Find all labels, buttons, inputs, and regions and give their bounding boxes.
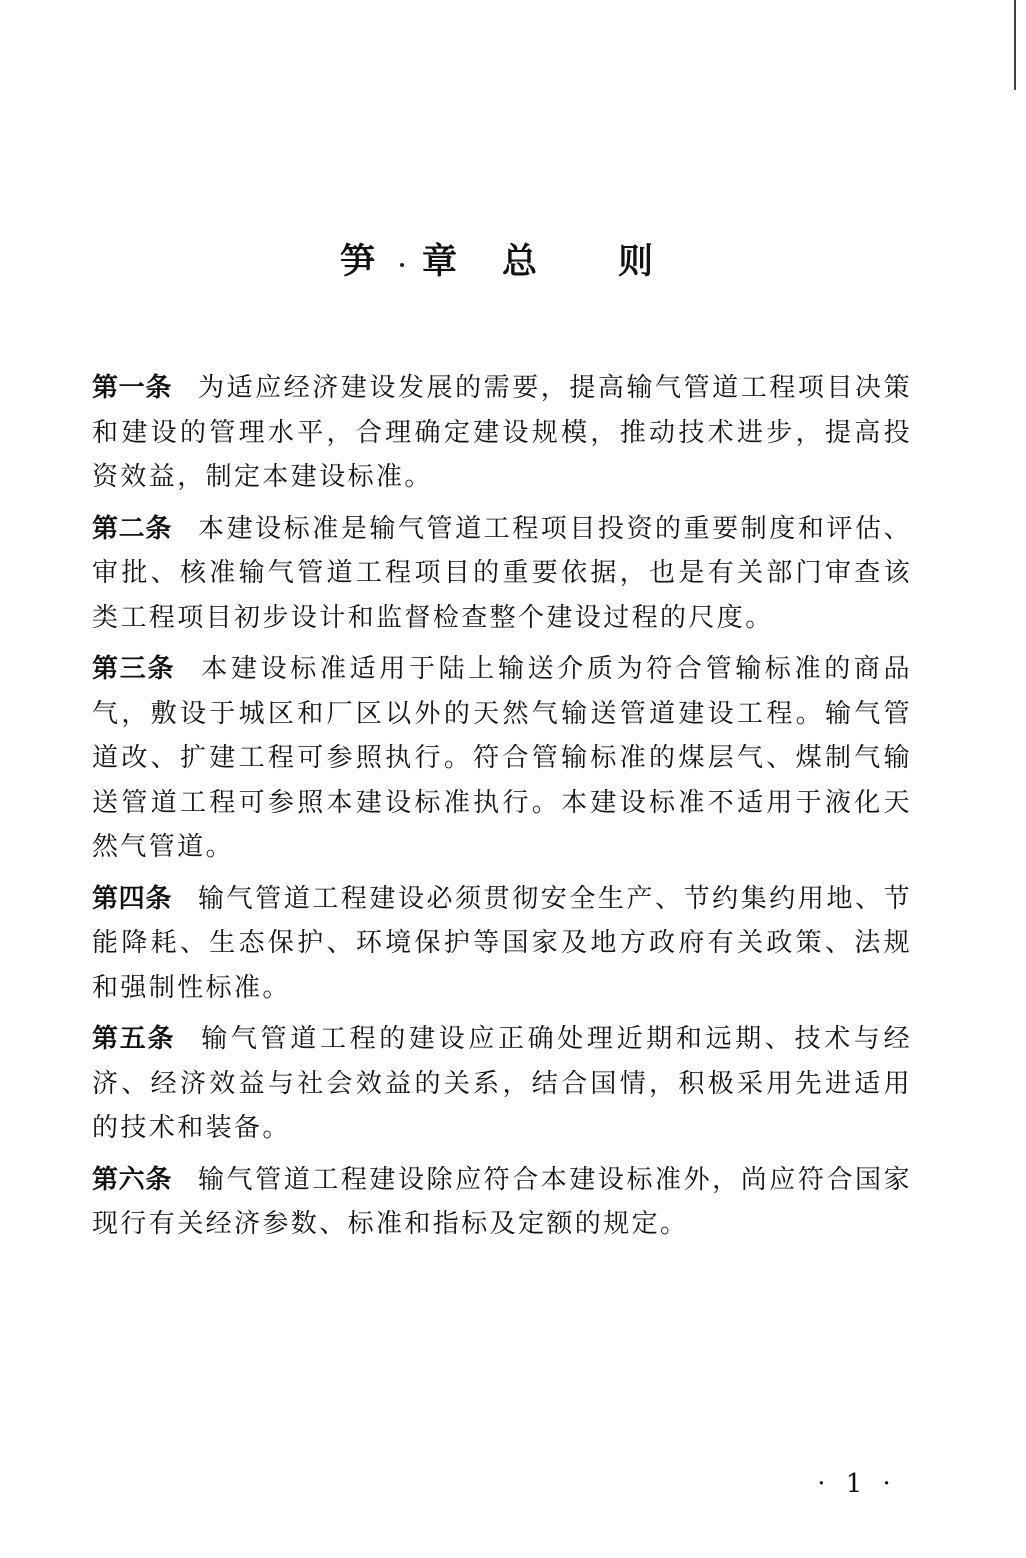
article-4 bbox=[92, 877, 912, 1011]
article-5 bbox=[92, 1017, 912, 1151]
article-3 bbox=[92, 647, 912, 870]
chapter-title-char-3: 总 bbox=[502, 242, 538, 282]
chapter-title-char-2: 章 bbox=[422, 242, 458, 282]
article-label: 第三条 bbox=[92, 654, 176, 684]
title-dot bbox=[400, 263, 404, 267]
chapter-title-char-1: 笋 bbox=[340, 242, 376, 282]
article-text: 输气管道工程建设除应符合本建设标准外，尚应符合国家现行有关经济参数、标准和指标及定额的规定。 bbox=[92, 1164, 912, 1239]
article-label: 第二条 bbox=[92, 513, 172, 544]
article-label: 第六条 bbox=[92, 1164, 172, 1195]
article-1 bbox=[92, 366, 912, 500]
article-label: 第一条 bbox=[92, 373, 172, 403]
article-2 bbox=[92, 507, 912, 641]
article-text: 为适应经济建设发展的需要，提高输气管道工程项目决策和建设的管理水平，合理确定建设规模，推动技术进步，提高投资效益，制定本建设标准。 bbox=[92, 373, 912, 492]
article-text: 本建设标准是输气管道工程项目投资的重要制度和评估、审批、核准输气管道工程项目的重要依据，也是有关部门审查该类工程项目初步设计和监督检查整个建设过程的尺度。 bbox=[92, 513, 912, 633]
article-label: 第五条 bbox=[92, 1024, 176, 1054]
article-text: 输气管道工程建设必须贯彻安全生产、节约集约用地、节能降耗、生态保护、环境保护等国家及地方政府有关政策、法规和强制性标准。 bbox=[92, 883, 912, 1003]
article-6 bbox=[92, 1158, 912, 1247]
page-number: · 1 · bbox=[817, 1469, 897, 1499]
article-text: 输气管道工程的建设应正确处理近期和远期、技术与经济、经济效益与社会效益的关系，结合国情，积极采用先进适用的技术和装备。 bbox=[92, 1024, 912, 1143]
articles-body bbox=[92, 366, 912, 1254]
chapter-title-char-4: 则 bbox=[618, 242, 654, 282]
chapter-title bbox=[330, 232, 710, 292]
article-text: 本建设标准适用于陆上输送介质为符合管输标准的商品气，敷设于城区和厂区以外的天然气输送管道建设工程。输气管道改、扩建工程可参照执行。符合管输标准的煤层气、煤制气输送管道工程可参照本建设标准执行。本建设标准不适用于液化天然气管道。 bbox=[92, 654, 912, 862]
scan-edge-line bbox=[1014, 0, 1016, 90]
article-label: 第四条 bbox=[92, 883, 172, 914]
